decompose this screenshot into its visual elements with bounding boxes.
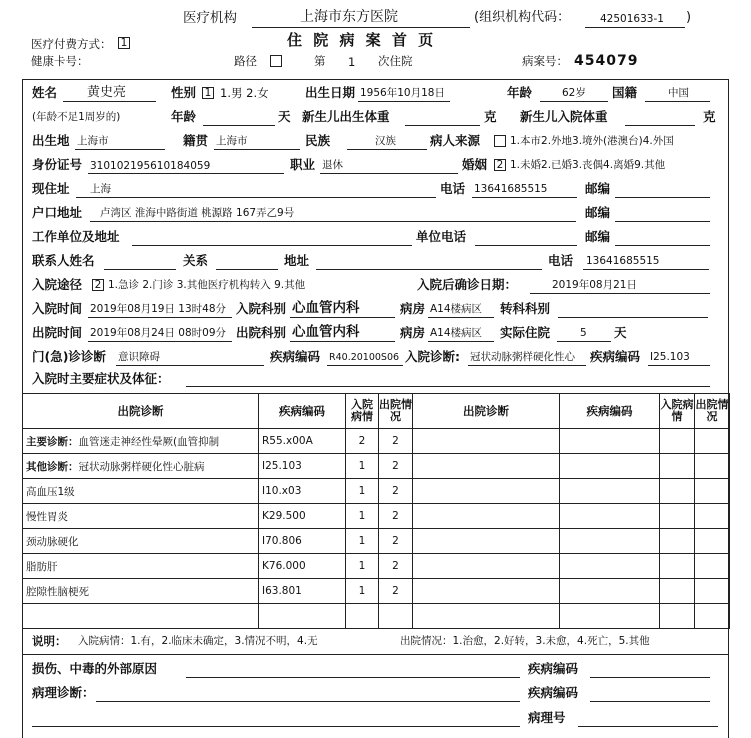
stay-underline bbox=[557, 341, 611, 342]
source-box[interactable] bbox=[494, 135, 506, 147]
route-label: 入院途径 bbox=[32, 277, 83, 292]
work-underline bbox=[132, 245, 412, 246]
empty-cell bbox=[695, 529, 730, 554]
empty-cell bbox=[259, 604, 346, 629]
admit-time: 2019年08月19日 13时48分 bbox=[90, 303, 227, 315]
org-name-underline bbox=[252, 27, 470, 28]
injury-code-underline bbox=[590, 677, 710, 678]
health-card-label: 健康卡号： bbox=[31, 54, 89, 68]
diag-out: 2 bbox=[379, 479, 413, 504]
marital-box[interactable]: 2 bbox=[494, 159, 506, 171]
admit-dept-label: 入院科别 bbox=[236, 301, 287, 316]
er-code-underline bbox=[327, 365, 403, 366]
id-label: 身份证号 bbox=[32, 157, 83, 172]
diag-name: 脂肪肝 bbox=[23, 554, 259, 579]
table-row bbox=[23, 429, 730, 454]
header-diag-2: 出院诊断 bbox=[413, 394, 560, 429]
hukou-underline bbox=[90, 221, 576, 222]
confirm-date: 2019年08月21日 bbox=[552, 279, 637, 291]
diag-out: 2 bbox=[379, 554, 413, 579]
pathology-no-underline bbox=[578, 726, 718, 727]
empty-cell bbox=[660, 579, 695, 604]
case-no: 454079 bbox=[574, 53, 639, 69]
sex-options: 1.男 2.女 bbox=[220, 86, 269, 100]
empty-cell bbox=[660, 504, 695, 529]
header-out-state-2: 出院情况 bbox=[695, 394, 730, 429]
work-phone-underline bbox=[475, 245, 577, 246]
empty-cell bbox=[413, 554, 560, 579]
nationality: 中国 bbox=[668, 87, 689, 99]
phone-label: 电话 bbox=[440, 181, 466, 196]
empty-cell bbox=[413, 454, 560, 479]
gram-unit-2: 克 bbox=[703, 109, 716, 124]
empty-cell bbox=[695, 429, 730, 454]
empty-cell bbox=[560, 454, 660, 479]
relation-underline bbox=[216, 269, 278, 270]
discharge-ward: A14楼病区 bbox=[430, 327, 483, 339]
header-diag: 出院诊断 bbox=[23, 394, 259, 429]
er-code-label: 疾病编码 bbox=[270, 349, 321, 364]
contact-phone-underline bbox=[583, 269, 709, 270]
empty-cell bbox=[413, 579, 560, 604]
admit-code: I25.103 bbox=[650, 351, 690, 363]
phone: 13641685515 bbox=[474, 183, 548, 195]
empty-cell bbox=[560, 504, 660, 529]
er-diag-label: 门(急)诊诊断 bbox=[32, 349, 106, 364]
pay-method-label: 医疗付费方式： bbox=[31, 37, 112, 51]
admit-time-label: 入院时间 bbox=[32, 301, 83, 316]
diag-code: K29.500 bbox=[259, 504, 346, 529]
injury-code-label: 疾病编码 bbox=[528, 661, 579, 676]
out-state-legend: 出院情况：1.治愈，2.好转，3.未愈，4.死亡，5.其他 bbox=[400, 635, 650, 647]
nb-weight-underline bbox=[405, 125, 480, 126]
birth-date: 1956年10月18日 bbox=[360, 87, 445, 99]
postcode3-underline bbox=[615, 245, 710, 246]
table-row bbox=[23, 554, 730, 579]
notes-divider bbox=[22, 654, 729, 655]
table-row bbox=[23, 479, 730, 504]
job: 退休 bbox=[322, 159, 343, 171]
diag-prefix: 其他诊断： bbox=[26, 460, 79, 473]
nationality-label: 国籍 bbox=[612, 85, 638, 100]
empty-cell bbox=[660, 454, 695, 479]
age-value: 62岁 bbox=[562, 87, 586, 99]
address-label: 现住址 bbox=[32, 181, 70, 196]
source-label: 病人来源 bbox=[430, 133, 481, 148]
birthplace-label: 出生地 bbox=[32, 133, 70, 148]
header-out-state: 出院情况 bbox=[379, 394, 413, 429]
admit-dept: 心血管内科 bbox=[292, 300, 360, 316]
native-place-label: 籍贯 bbox=[183, 133, 209, 148]
empty-cell bbox=[23, 604, 259, 629]
ethnic-underline bbox=[347, 149, 427, 150]
empty-cell bbox=[695, 504, 730, 529]
postcode-underline bbox=[615, 197, 710, 198]
table-row bbox=[23, 504, 730, 529]
day-unit: 天 bbox=[278, 109, 291, 124]
empty-cell bbox=[346, 604, 379, 629]
diag-name: 血管迷走神经性晕厥(血管抑制 bbox=[78, 435, 220, 448]
table-header-row bbox=[23, 394, 730, 429]
pathology-underline bbox=[96, 701, 520, 702]
empty-cell bbox=[660, 429, 695, 454]
sex-box[interactable]: 1 bbox=[202, 87, 214, 99]
nb-weight-label: 新生儿出生体重 bbox=[302, 109, 390, 124]
er-code: R40.20100S06 bbox=[329, 352, 400, 363]
times-prefix: 第 bbox=[314, 54, 326, 68]
admit-code-underline bbox=[648, 365, 710, 366]
nb-admit-weight-underline bbox=[625, 125, 695, 126]
diag-name: 颈动脉硬化 bbox=[23, 529, 259, 554]
name-label: 姓名 bbox=[32, 85, 58, 100]
admit-code-label: 疾病编码 bbox=[590, 349, 641, 364]
table-row bbox=[23, 454, 730, 479]
org-code: 42501633-1 bbox=[600, 13, 664, 25]
contact-address-underline bbox=[316, 269, 542, 270]
pathology-code-label: 疾病编码 bbox=[528, 685, 579, 700]
diag-code: I63.801 bbox=[259, 579, 346, 604]
birth-underline bbox=[358, 101, 450, 102]
empty-cell bbox=[660, 529, 695, 554]
symptom-label: 入院时主要症状及体征： bbox=[32, 371, 170, 386]
page-title: 住 院 病 案 首 页 bbox=[287, 31, 437, 49]
confirm-date-underline bbox=[530, 293, 710, 294]
pathology-line-2 bbox=[32, 726, 520, 727]
discharge-time: 2019年08月24日 08时09分 bbox=[90, 327, 227, 339]
path-label: 路径 bbox=[234, 54, 257, 68]
birthplace-underline bbox=[75, 149, 165, 150]
times-suffix: 次住院 bbox=[378, 54, 413, 68]
contact-name-label: 联系人姓名 bbox=[32, 253, 95, 268]
in-state-legend: 入院病情：1.有，2.临床未确定，3.情况不明，4.无 bbox=[78, 635, 318, 647]
route-options: 1.急诊 2.门诊 3.其他医疗机构转入 9.其他 bbox=[108, 279, 306, 291]
infant-age-label: 年龄 bbox=[171, 109, 197, 124]
address: 上海 bbox=[90, 183, 111, 195]
header-in-state: 入院病情 bbox=[346, 394, 379, 429]
discharge-diagnosis-table bbox=[22, 393, 730, 629]
stay-label: 实际住院 bbox=[500, 325, 551, 340]
discharge-dept-underline bbox=[290, 341, 395, 342]
name-underline bbox=[63, 101, 156, 102]
case-no-label: 病案号： bbox=[522, 54, 568, 68]
empty-cell bbox=[413, 529, 560, 554]
diag-in: 2 bbox=[346, 429, 379, 454]
postcode3-label: 邮编 bbox=[585, 229, 611, 244]
hukou-label: 户口地址 bbox=[32, 205, 83, 220]
patient-name: 黄史亮 bbox=[87, 85, 127, 100]
age-label: 年龄 bbox=[507, 85, 533, 100]
diag-code: I10.x03 bbox=[259, 479, 346, 504]
diag-out: 2 bbox=[379, 504, 413, 529]
er-diag-underline bbox=[116, 365, 264, 366]
empty-cell bbox=[660, 554, 695, 579]
admit-diagnosis: 冠状动脉粥样硬化性心 bbox=[470, 351, 575, 363]
nb-admit-weight-label: 新生儿入院体重 bbox=[520, 109, 608, 124]
empty-cell bbox=[695, 479, 730, 504]
injury-underline bbox=[186, 677, 520, 678]
admit-diag-underline bbox=[468, 365, 586, 366]
contact-address-label: 地址 bbox=[284, 253, 310, 268]
gram-unit-1: 克 bbox=[484, 109, 497, 124]
postcode2-label: 邮编 bbox=[585, 205, 611, 220]
empty-cell bbox=[660, 479, 695, 504]
route-box[interactable]: 2 bbox=[92, 279, 104, 291]
id-underline bbox=[88, 173, 284, 174]
transfer-label: 转科科别 bbox=[500, 301, 551, 316]
org-name: 上海市东方医院 bbox=[300, 9, 398, 25]
discharge-ward-underline bbox=[428, 341, 494, 342]
address-underline bbox=[76, 197, 436, 198]
id-number: 310102195610184059 bbox=[90, 160, 211, 172]
header-in-state-2: 入院病情 bbox=[660, 394, 695, 429]
native-underline bbox=[214, 149, 300, 150]
stay-days: 5 bbox=[580, 327, 587, 339]
header-code: 疾病编码 bbox=[259, 394, 346, 429]
infant-age-note: (年龄不足1周岁的) bbox=[32, 111, 121, 123]
empty-cell bbox=[560, 604, 660, 629]
diag-in: 1 bbox=[346, 579, 379, 604]
admit-dept-underline bbox=[290, 317, 395, 318]
empty-cell bbox=[695, 604, 730, 629]
diag-code: R55.x00A bbox=[259, 429, 346, 454]
discharge-time-label: 出院时间 bbox=[32, 325, 83, 340]
birthplace: 上海市 bbox=[77, 135, 109, 147]
admission-times: 1 bbox=[348, 55, 356, 69]
work-phone-label: 单位电话 bbox=[416, 229, 467, 244]
ethnic: 汉族 bbox=[375, 135, 396, 147]
diag-in: 1 bbox=[346, 504, 379, 529]
diag-name: 高血压1级 bbox=[23, 479, 259, 504]
birth-label: 出生日期 bbox=[305, 85, 356, 100]
diag-code: K76.000 bbox=[259, 554, 346, 579]
diag-out: 2 bbox=[379, 529, 413, 554]
confirm-date-label: 入院后确诊日期： bbox=[417, 277, 518, 292]
marital-options: 1.未婚2.已婚3.丧偶4.离婚9.其他 bbox=[510, 159, 666, 171]
empty-cell bbox=[413, 429, 560, 454]
diag-name: 冠状动脉粥样硬化性心脏病 bbox=[78, 460, 205, 473]
empty-cell bbox=[695, 579, 730, 604]
diag-name-cell bbox=[23, 429, 259, 454]
job-label: 职业 bbox=[290, 157, 316, 172]
empty-cell bbox=[560, 429, 660, 454]
source-options: 1.本市2.外地3.境外(港澳台)4.外国 bbox=[510, 135, 674, 147]
pathology-no-label: 病理号 bbox=[528, 710, 566, 725]
table-row bbox=[23, 529, 730, 554]
admit-time-underline bbox=[88, 317, 232, 318]
org-code-label: (组织机构代码： bbox=[474, 10, 571, 25]
discharge-dept-label: 出院科别 bbox=[236, 325, 287, 340]
sex-label: 性别 bbox=[171, 85, 197, 100]
work-label: 工作单位及地址 bbox=[32, 229, 120, 244]
admit-ward: A14楼病区 bbox=[430, 303, 483, 315]
diag-name: 腔隙性脑梗死 bbox=[23, 579, 259, 604]
discharge-ward-label: 病房 bbox=[400, 325, 426, 340]
marital-label: 婚姻 bbox=[462, 157, 488, 172]
native-place: 上海市 bbox=[216, 135, 248, 147]
postcode2-underline bbox=[615, 221, 710, 222]
symptom-underline bbox=[186, 386, 710, 387]
diag-code: I25.103 bbox=[259, 454, 346, 479]
admit-ward-underline bbox=[428, 317, 494, 318]
ethnic-label: 民族 bbox=[305, 133, 331, 148]
org-label: 医疗机构 bbox=[183, 10, 237, 26]
postcode-label: 邮编 bbox=[585, 181, 611, 196]
org-code-underline bbox=[585, 27, 685, 28]
diag-in: 1 bbox=[346, 454, 379, 479]
empty-cell bbox=[560, 579, 660, 604]
empty-cell bbox=[695, 454, 730, 479]
discharge-time-underline bbox=[88, 341, 232, 342]
empty-cell bbox=[695, 554, 730, 579]
empty-cell bbox=[413, 604, 560, 629]
admit-diag-label: 入院诊断: bbox=[405, 349, 460, 364]
diag-in: 1 bbox=[346, 529, 379, 554]
empty-cell bbox=[560, 479, 660, 504]
admit-ward-label: 病房 bbox=[400, 301, 426, 316]
empty-cell bbox=[560, 529, 660, 554]
diag-code: I70.806 bbox=[259, 529, 346, 554]
injury-cause-label: 损伤、中毒的外部原因 bbox=[32, 661, 158, 676]
diag-in: 1 bbox=[346, 554, 379, 579]
transfer-underline bbox=[558, 317, 708, 318]
phone-underline bbox=[472, 197, 577, 198]
empty-cell bbox=[413, 479, 560, 504]
table-row bbox=[23, 579, 730, 604]
pathology-diag-label: 病理诊断： bbox=[32, 685, 95, 700]
diag-name-cell bbox=[23, 454, 259, 479]
empty-cell bbox=[560, 554, 660, 579]
diag-prefix: 主要诊断： bbox=[26, 435, 79, 448]
path-checkbox[interactable] bbox=[270, 55, 282, 67]
contact-phone-label: 电话 bbox=[548, 253, 574, 268]
er-diagnosis: 意识障碍 bbox=[118, 351, 160, 363]
notes-label: 说明： bbox=[32, 634, 67, 648]
job-underline bbox=[320, 173, 458, 174]
table-row bbox=[23, 604, 730, 629]
pathology-code-underline bbox=[590, 701, 710, 702]
diag-out: 2 bbox=[379, 429, 413, 454]
diag-in: 1 bbox=[346, 479, 379, 504]
diag-name: 慢性胃炎 bbox=[23, 504, 259, 529]
pay-method-box[interactable]: 1 bbox=[118, 37, 130, 49]
relation-label: 关系 bbox=[183, 253, 209, 268]
contact-name-underline bbox=[104, 269, 176, 270]
hukou-address: 卢湾区 淮海中路街道 桃源路 167弄乙9号 bbox=[100, 207, 295, 219]
empty-cell bbox=[660, 604, 695, 629]
discharge-dept: 心血管内科 bbox=[292, 324, 360, 340]
header-code-2: 疾病编码 bbox=[560, 394, 660, 429]
empty-cell bbox=[379, 604, 413, 629]
age-underline bbox=[540, 101, 608, 102]
org-code-close: ) bbox=[686, 10, 692, 25]
contact-phone: 13641685515 bbox=[586, 255, 660, 267]
infant-age-underline bbox=[203, 125, 275, 126]
stay-unit: 天 bbox=[614, 325, 627, 340]
diag-out: 2 bbox=[379, 579, 413, 604]
form-top-line bbox=[22, 79, 729, 80]
nationality-underline bbox=[645, 101, 710, 102]
diag-out: 2 bbox=[379, 454, 413, 479]
empty-cell bbox=[413, 504, 560, 529]
